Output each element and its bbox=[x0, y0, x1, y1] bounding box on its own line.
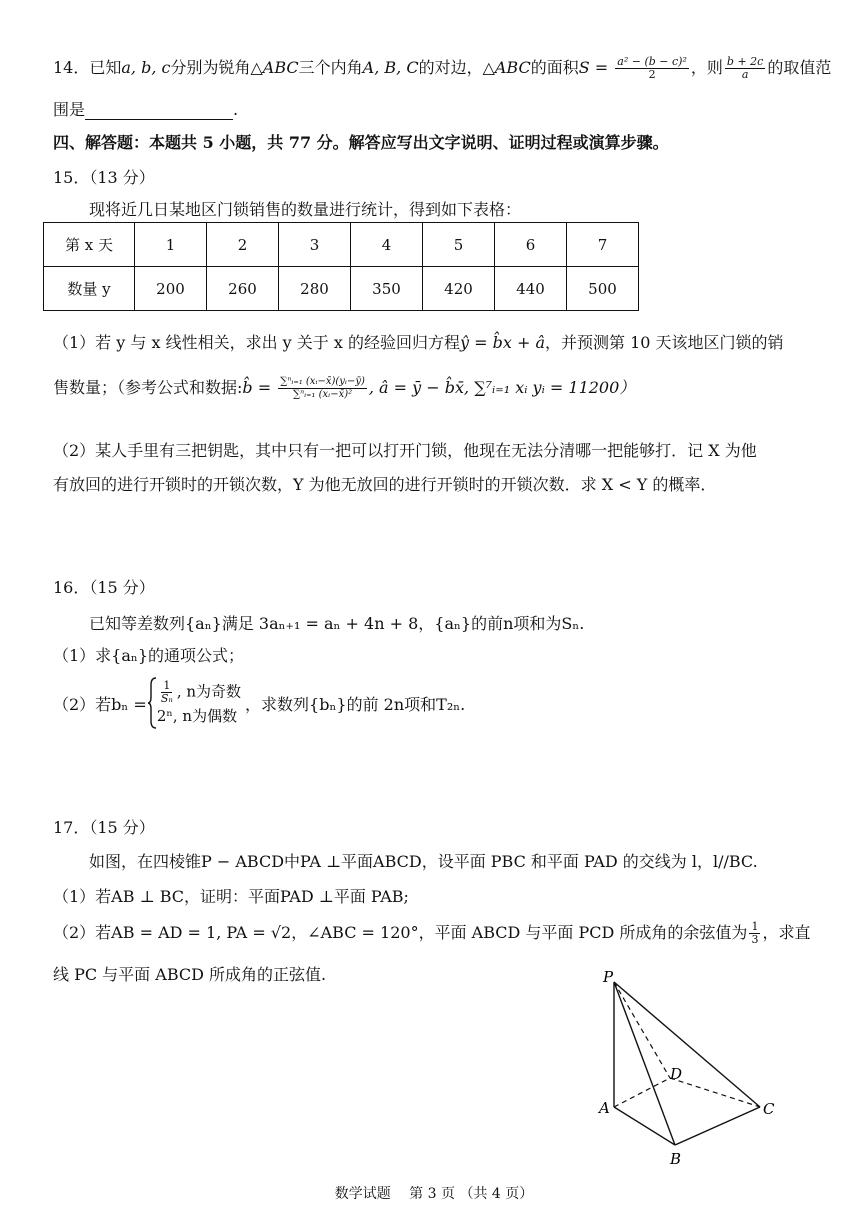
table-header-day: 第 x 天 bbox=[44, 223, 135, 267]
table-cell: 420 bbox=[423, 267, 495, 311]
table-cell: 260 bbox=[207, 267, 279, 311]
label-C: C bbox=[763, 1100, 775, 1118]
cosine-fraction: $\frac{1}{3}$ bbox=[751, 920, 759, 946]
table-cell: 200 bbox=[135, 267, 207, 311]
q15-intro: 现将近几日某地区门锁销售的数量进行统计，得到如下表格： bbox=[89, 200, 522, 219]
q16-intro: 已知等差数列{aₙ}满足 3aₙ₊₁ = aₙ + 4n + 8，{aₙ}的前n项和为Sₙ. bbox=[89, 614, 585, 633]
edge-BC bbox=[675, 1107, 760, 1145]
table-cell: 350 bbox=[351, 267, 423, 311]
q14-line1: 14．已知a, b, c分别为锐角△ABC三个内角A, B, C的对边，△ABC的面积S = $\frac{\text{a² − (b − c)²}}{2}$ ，则 $\frac{b + 2c}{a}$ 的取值范 bbox=[53, 55, 832, 81]
q17-part2-line1: （2）若AB = AD = 1, PA = √2，∠ABC = 120°，平面 ABCD 与平面 PCD 所成角的余弦值为 $\frac{1}{3}$ ，求直 bbox=[53, 920, 811, 946]
table-cell: 6 bbox=[495, 223, 567, 267]
q15-part2-line1: （2）某人手里有三把钥匙，其中只有一把可以打开门锁，他现在无法分清哪一把能够打．记 X 为他 bbox=[53, 441, 757, 460]
table-cell: 3 bbox=[279, 223, 351, 267]
table-cell: 4 bbox=[351, 223, 423, 267]
label-D: D bbox=[670, 1065, 683, 1083]
section-header: 四、解答题：本题共 5 小题，共 77 分。解答应写出文字说明、证明过程或演算步骤。 bbox=[53, 133, 669, 152]
edge-AD bbox=[614, 1078, 670, 1107]
q15-header: 15．（13 分） bbox=[53, 168, 155, 187]
table-row bbox=[44, 223, 639, 267]
q17-part2-line2: 线 PC 与平面 ABCD 所成角的正弦值. bbox=[53, 965, 327, 984]
label-A: A bbox=[599, 1099, 610, 1117]
table-cell: 280 bbox=[279, 267, 351, 311]
edge-AB bbox=[614, 1107, 675, 1145]
sales-table bbox=[43, 222, 639, 311]
brace-icon bbox=[147, 677, 157, 729]
q15-part1-line2: 售数量；（参考公式和数据:b̂ = $\frac{\text{∑ⁿᵢ₌₁ (xᵢ−x̄)(yᵢ−ȳ)}}{\text{∑ⁿᵢ₌₁ (xᵢ−x̄)²}}$ , â = ȳ − b̂x̄, ∑⁷ᵢ₌₁ xᵢ yᵢ = 11200） bbox=[53, 376, 636, 400]
piecewise-cases: $\frac{1}{\text{Sₙ}}$ , n为奇数 2ⁿ, n为偶数 bbox=[156, 678, 242, 725]
table-header-count: 数量 y bbox=[44, 267, 135, 311]
slope-fraction: $\frac{\text{∑ⁿᵢ₌₁ (xᵢ−x̄)(yᵢ−ȳ)}}{\text{∑ⁿᵢ₌₁ (xᵢ−x̄)²}}$ bbox=[280, 376, 365, 400]
label-P: P bbox=[603, 968, 614, 986]
q17-intro: 如图，在四棱锥P − ABCD中PA ⊥平面ABCD，设平面 PBC 和平面 PAD 的交线为 l，l//BC. bbox=[89, 852, 758, 871]
q16-part2: （2）若bₙ = $\frac{1}{\text{Sₙ}}$ , n为奇数 2ⁿ, n为偶数 ，求数列{bₙ}的前 2n项和T₂ₙ. bbox=[53, 677, 465, 729]
answer-blank[interactable] bbox=[85, 103, 233, 120]
table-cell: 500 bbox=[567, 267, 639, 311]
q16-part1: （1）求{aₙ}的通项公式； bbox=[53, 646, 245, 665]
table-cell: 7 bbox=[567, 223, 639, 267]
edge-PC bbox=[614, 982, 760, 1107]
edge-PB bbox=[614, 982, 675, 1145]
table-cell: 2 bbox=[207, 223, 279, 267]
q15-part2-line2: 有放回的进行开锁时的开锁次数，Y 为他无放回的进行开锁时的开锁次数．求 X < Y 的概率． bbox=[53, 475, 717, 494]
table-row bbox=[44, 267, 639, 311]
page-footer: 数学试题 第 3 页 （共 4 页） bbox=[334, 1186, 534, 1202]
edge-PD bbox=[614, 982, 670, 1078]
q14-line2: 围是 . bbox=[53, 100, 239, 119]
ratio-fraction: $\frac{b + 2c}{a}$ bbox=[726, 55, 764, 81]
label-B: B bbox=[670, 1150, 682, 1168]
table-cell: 440 bbox=[495, 267, 567, 311]
pyramid-figure bbox=[590, 965, 790, 1170]
edge-DC bbox=[670, 1078, 760, 1107]
q15-part1-line1: （1）若 y 与 x 线性相关，求出 y 关于 x 的经验回归方程ŷ = b̂x + â，并预测第 10 天该地区门锁的销 bbox=[53, 333, 784, 352]
q17-header: 17．（15 分） bbox=[53, 818, 155, 837]
q16-header: 16．（15 分） bbox=[53, 578, 155, 597]
table-cell: 1 bbox=[135, 223, 207, 267]
q17-part1: （1）若AB ⊥ BC，证明：平面PAD ⊥平面 PAB; bbox=[53, 887, 409, 906]
area-fraction: $\frac{\text{a² − (b − c)²}}{2}$ bbox=[617, 55, 687, 81]
table-cell: 5 bbox=[423, 223, 495, 267]
